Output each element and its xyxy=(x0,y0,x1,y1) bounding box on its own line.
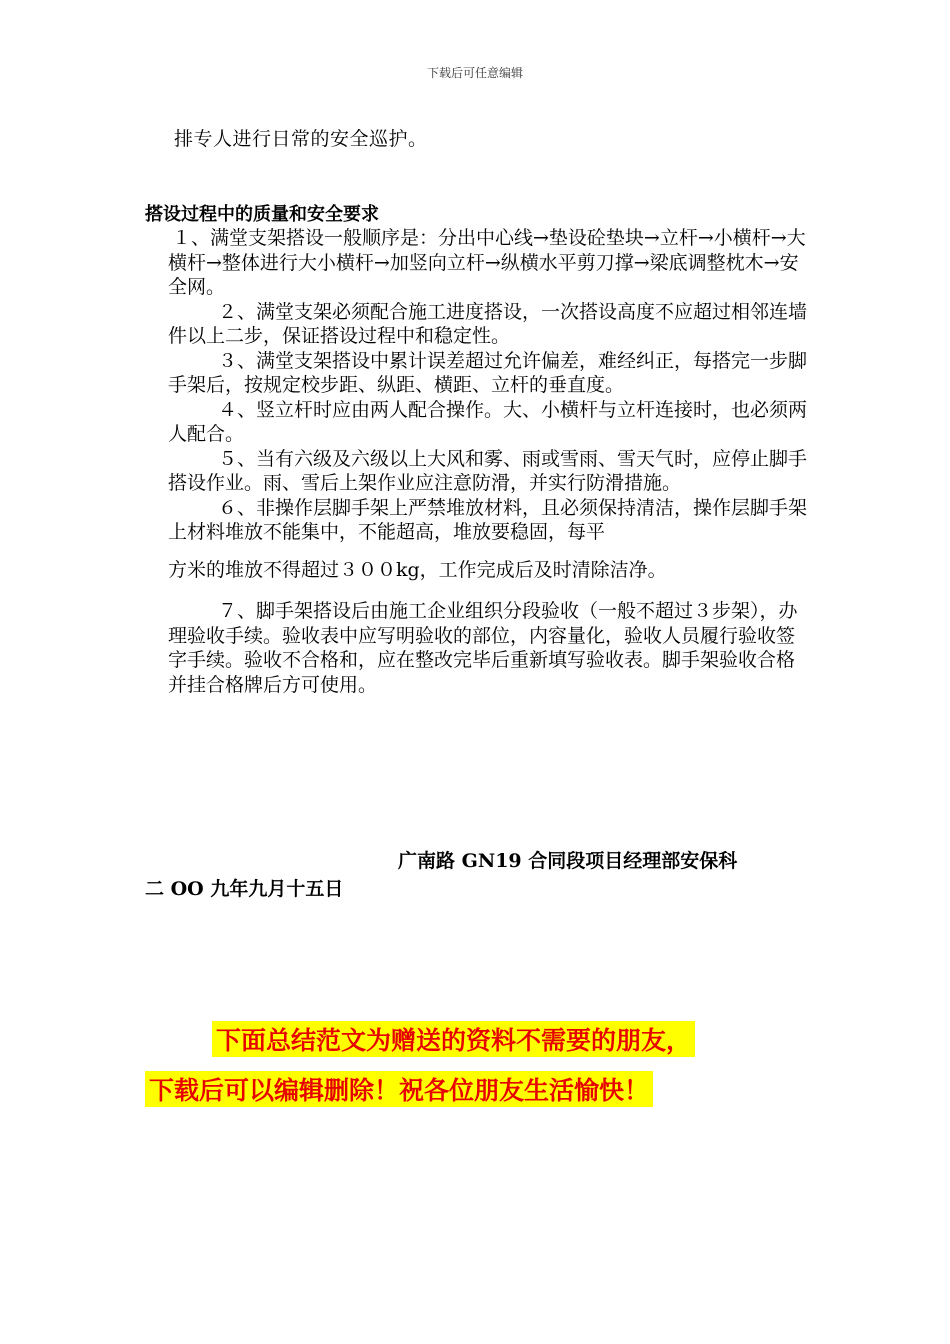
paragraph-7: ７、脚手架搭设后由施工企业组织分段验收（一般不超过３步架），办理验收手续。验收表中应写明验收的部位，内容量化，验收人员履行验收签字手续。验收不合格和，应在整改完毕后重新填写验收表。脚手架验收合格并挂合格牌后方可使用。 xyxy=(168,600,798,696)
paragraph-4: ４、竖立杆时应由两人配合操作。大、小横杆与立杆连接时，也必须两人配合。 xyxy=(168,398,808,445)
paragraph-5: ５、当有六级及六级以上大风和雾、雨或雪雨、雪天气时，应停止脚手搭设作业。雨、雪后上架作业应注意防滑，并实行防滑措施。 xyxy=(168,447,808,494)
paragraph-6-continued: 方米的堆放不得超过３００kg，工作完成后及时清除洁净。 xyxy=(168,558,667,581)
signature-date: 二 OO 九年九月十五日 xyxy=(145,878,344,900)
organization-signature: 广南路 GN19 合同段项目经理部安保科 xyxy=(398,850,738,872)
page-header: 下载后可任意编辑 xyxy=(426,66,523,80)
paragraph-2: ２、满堂支架必须配合施工进度搭设，一次搭设高度不应超过相邻连墙件以上二步，保证搭设过程中和稳定性。 xyxy=(168,300,808,347)
requirements-body xyxy=(168,226,813,697)
paragraph-6: ６、非操作层脚手架上严禁堆放材料，且必须保持清洁，操作层脚手架上材料堆放不能集中，不能超高，堆放要稳固，每平 xyxy=(168,496,808,543)
intro-line: 排专人进行日常的安全巡护。 xyxy=(174,128,428,150)
paragraph-1: １、满堂支架搭设一般顺序是：分出中心线→垫设砼垫块→立杆→小横杆→大横杆→整体进行大小横杆→加竖向立杆→纵横水平剪刀撑→梁底调整枕木→安全网。 xyxy=(168,227,806,298)
paragraph-3: ３、满堂支架搭设中累计误差超过允许偏差，难经纠正，每搭完一步脚手架后，按规定校步距、纵距、横距、立杆的垂直度。 xyxy=(168,349,808,396)
section-title: 搭设过程中的质量和安全要求 xyxy=(145,204,379,225)
promo-line-2: 下载后可以编辑删除！祝各位朋友生活愉快！ xyxy=(145,1071,653,1107)
promo-line-1: 下面总结范文为赠送的资料不需要的朋友， xyxy=(212,1021,695,1057)
